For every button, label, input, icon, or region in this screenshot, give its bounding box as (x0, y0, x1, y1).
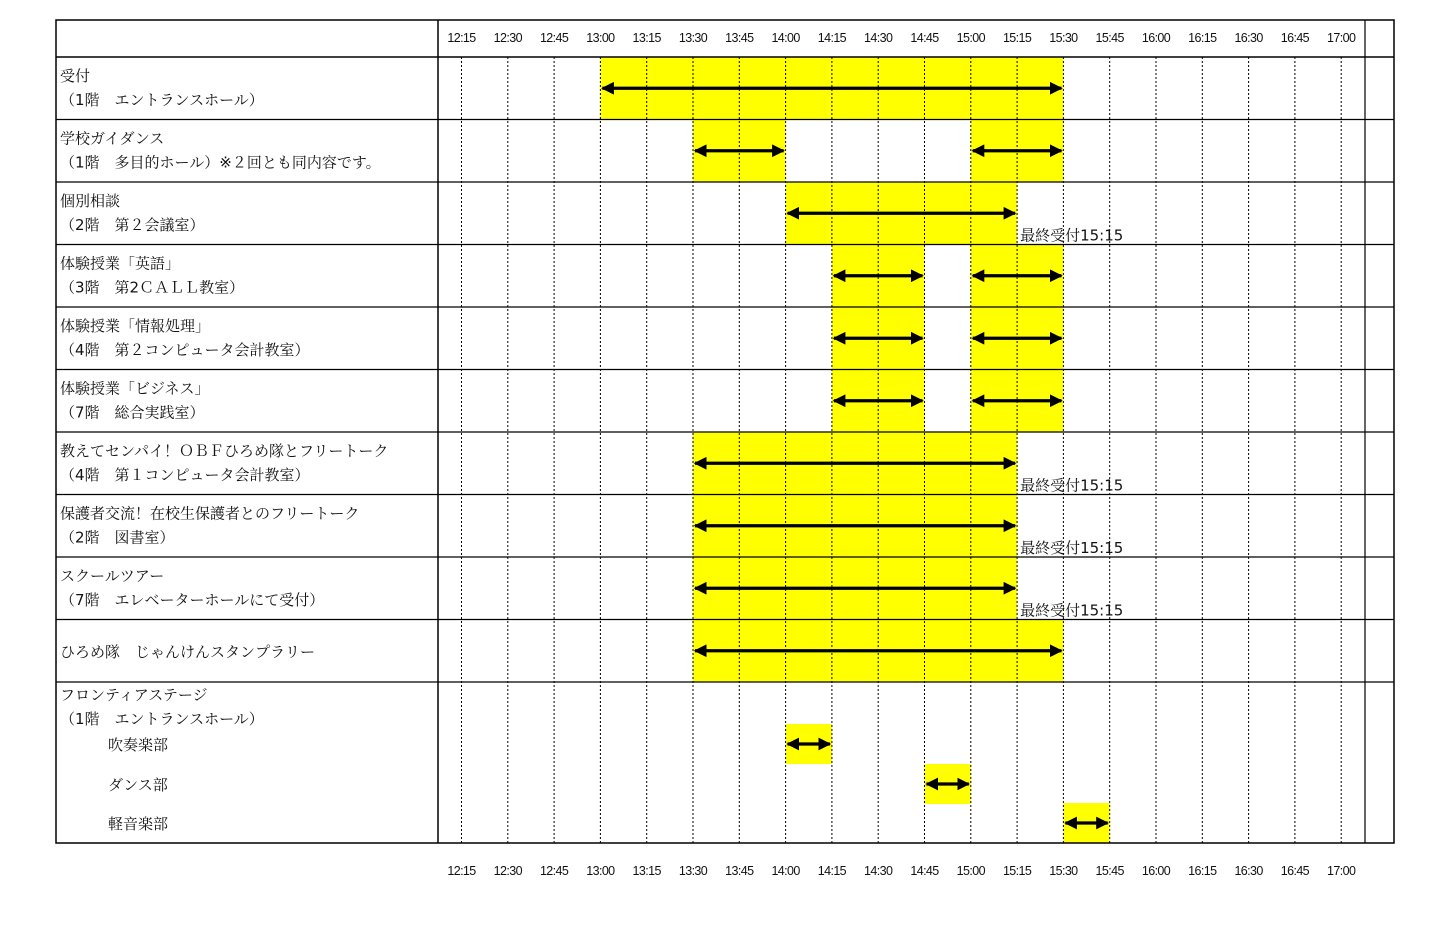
row-label: （2階 図書室） (60, 528, 175, 547)
time-tick-bottom: 14:15 (817, 864, 847, 878)
time-tick-top: 14:45 (910, 31, 939, 45)
time-tick-top: 16:15 (1188, 31, 1217, 45)
row-label: 保護者交流！在校生保護者とのフリートーク (60, 504, 360, 523)
time-tick-top: 15:00 (956, 31, 985, 45)
time-tick-top: 14:30 (864, 31, 893, 45)
time-tick-bottom: 14:00 (771, 864, 800, 878)
time-tick-bottom: 15:30 (1049, 864, 1078, 878)
row-label: 学校ガイダンス (60, 129, 165, 148)
time-tick-top: 14:15 (817, 31, 847, 45)
act-name: ダンス部 (108, 776, 168, 794)
time-tick-bottom: 12:30 (493, 864, 522, 878)
time-tick-top: 15:45 (1095, 31, 1124, 45)
row-label: （1階 多目的ホール）※２回とも同内容です。 (60, 153, 381, 172)
row-label: （2階 第２会議室） (60, 216, 205, 234)
row-label: スクールツアー (60, 567, 165, 585)
row-label: ひろめ隊 じゃんけんスタンプラリー (60, 642, 316, 661)
time-tick-bottom: 15:15 (1002, 864, 1032, 878)
time-tick-bottom: 13:30 (678, 864, 708, 878)
row-label: 体験授業「ビジネス」 (60, 379, 210, 398)
row-label: 体験授業「情報処理」 (60, 317, 211, 335)
time-tick-top: 16:45 (1280, 31, 1310, 45)
time-tick-top: 15:15 (1002, 31, 1032, 45)
time-tick-top: 13:45 (725, 31, 754, 45)
row-label: 教えてセンパイ！ＯＢＦひろめ隊とフリートーク (60, 442, 389, 460)
time-tick-top: 16:00 (1141, 31, 1171, 45)
time-tick-top: 13:30 (678, 31, 708, 45)
time-tick-bottom: 15:45 (1095, 864, 1124, 878)
time-tick-bottom: 12:15 (447, 864, 476, 878)
row-label: （1階 エントランスホール） (60, 91, 264, 109)
time-tick-bottom: 16:45 (1280, 864, 1310, 878)
last-entry-note: 最終受付15:15 (1020, 476, 1124, 495)
last-entry-note: 最終受付15:15 (1020, 226, 1124, 245)
time-tick-bottom: 13:00 (586, 864, 615, 878)
last-entry-note: 最終受付15:15 (1020, 601, 1124, 620)
time-tick-top: 16:30 (1234, 31, 1263, 45)
time-tick-top: 13:15 (632, 31, 661, 45)
time-tick-top: 12:45 (539, 31, 569, 45)
row-label: （7階 エレベーターホールにて受付） (60, 591, 325, 609)
time-tick-bottom: 14:30 (864, 864, 893, 878)
stage-label: （1階 エントランスホール） (60, 710, 264, 728)
time-tick-bottom: 13:15 (632, 864, 661, 878)
row-label: 体験授業「英語」 (60, 254, 181, 273)
time-tick-top: 12:30 (493, 31, 522, 45)
time-tick-top: 12:15 (447, 31, 476, 45)
act-name: 軽音楽部 (108, 815, 169, 833)
time-tick-top: 15:30 (1049, 31, 1078, 45)
time-tick-bottom: 13:45 (725, 864, 754, 878)
row-label: 受付 (60, 67, 91, 85)
row-label: （7階 総合実践室） (60, 403, 205, 422)
last-entry-note: 最終受付15:15 (1020, 539, 1124, 557)
act-name: 吹奏楽部 (108, 736, 169, 754)
time-tick-bottom: 14:45 (910, 864, 939, 878)
time-tick-top: 14:00 (771, 31, 800, 45)
stage-label: フロンティアステージ (60, 686, 208, 704)
time-tick-bottom: 12:45 (539, 864, 569, 878)
time-tick-bottom: 16:15 (1188, 864, 1217, 878)
time-tick-bottom: 16:00 (1141, 864, 1171, 878)
row-label: （4階 第１コンピュータ会計教室） (60, 466, 310, 484)
row-label: （4階 第２コンピュータ会計教室） (60, 341, 310, 359)
time-tick-top: 13:00 (586, 31, 615, 45)
time-tick-bottom: 16:30 (1234, 864, 1263, 878)
row-label: 個別相談 (60, 192, 121, 210)
time-tick-bottom: 15:00 (956, 864, 985, 878)
time-tick-top: 17:00 (1327, 31, 1356, 45)
row-label: （3階 第2ＣＡＬＬ教室） (60, 278, 245, 297)
time-tick-bottom: 17:00 (1327, 864, 1356, 878)
